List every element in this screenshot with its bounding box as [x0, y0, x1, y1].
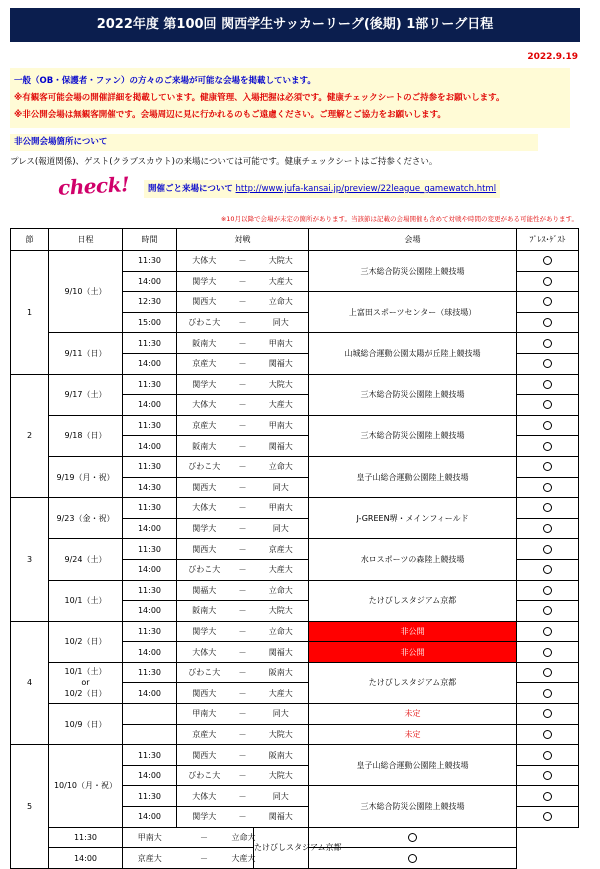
time-cell: 11:30 [123, 251, 177, 272]
venue-cell: J-GREEN堺・メインフィールド [309, 498, 517, 539]
time-cell: 14:00 [123, 353, 177, 374]
away-team: 同大 [254, 786, 309, 807]
time-cell: 11:30 [123, 333, 177, 354]
home-team: 京産大 [177, 353, 232, 374]
home-team: 関学大 [177, 807, 232, 828]
date-cell [49, 580, 123, 621]
home-team: びわこ大 [177, 662, 232, 683]
allowed-circle-icon [543, 648, 552, 657]
away-team: 同大 [254, 312, 309, 333]
table-row [11, 827, 579, 848]
away-team: 同大 [254, 477, 309, 498]
allowed-circle-icon [543, 668, 552, 677]
home-team: 京産大 [177, 724, 232, 745]
home-team: 大体大 [177, 498, 232, 519]
home-team: 関西大 [177, 539, 232, 560]
vs-mark: － [232, 251, 254, 272]
press-guest-cell [517, 333, 579, 354]
away-team: 関福大 [254, 353, 309, 374]
date-cell [49, 621, 123, 662]
check-logo: check! [57, 172, 130, 200]
home-team: 大体大 [177, 642, 232, 663]
vs-mark: － [232, 786, 254, 807]
allowed-circle-icon [543, 689, 552, 698]
time-cell [123, 704, 177, 725]
press-guest-cell [517, 601, 579, 622]
home-team: 関学大 [177, 374, 232, 395]
home-team: 甲南大 [177, 704, 232, 725]
gamewatch-link[interactable]: http://www.jufa-kansai.jp/preview/22league_gamewatch.html [235, 184, 497, 194]
venue-cell: 非公開 [309, 621, 517, 642]
date-cell [49, 415, 123, 456]
vs-mark: － [232, 415, 254, 436]
date-cell [49, 333, 123, 374]
allowed-circle-icon [408, 854, 417, 863]
away-team: 大産大 [254, 559, 309, 580]
time-cell: 11:30 [123, 621, 177, 642]
press-guest-cell [517, 662, 579, 683]
date-cell [49, 251, 123, 333]
date-cell [49, 662, 123, 703]
press-guest-cell [517, 518, 579, 539]
allowed-circle-icon [543, 277, 552, 286]
vs-mark: － [232, 724, 254, 745]
home-team: 関西大 [177, 292, 232, 313]
away-team: 京産大 [254, 539, 309, 560]
allowed-circle-icon [543, 524, 552, 533]
away-team: 甲南大 [254, 415, 309, 436]
home-team: 阪南大 [177, 333, 232, 354]
time-cell: 14:30 [123, 477, 177, 498]
time-cell: 11:30 [123, 745, 177, 766]
home-team: びわこ大 [177, 765, 232, 786]
press-guest-cell [517, 642, 579, 663]
time-cell: 12:30 [123, 292, 177, 313]
away-team: 関福大 [254, 807, 309, 828]
date-text: 9/11（日） [64, 348, 107, 358]
allowed-circle-icon [543, 627, 552, 636]
time-cell: 14:00 [123, 271, 177, 292]
away-team: 大産大 [254, 395, 309, 416]
date-cell [49, 498, 123, 539]
home-team: 関西大 [177, 745, 232, 766]
header-match: 対戦 [177, 229, 309, 251]
vs-mark: － [232, 580, 254, 601]
press-guest-cell [517, 683, 579, 704]
date-cell [49, 539, 123, 580]
allowed-circle-icon [543, 545, 552, 554]
vs-mark: － [232, 518, 254, 539]
table-row [11, 539, 579, 560]
away-team: 大産大 [232, 848, 254, 869]
press-guest-cell [517, 498, 579, 519]
notice-box [10, 68, 570, 128]
link-label: 開催ごと来場について [148, 184, 233, 194]
press-guest-cell [517, 312, 579, 333]
table-row [11, 704, 579, 725]
away-team: 立命大 [232, 827, 254, 848]
vs-mark: － [232, 745, 254, 766]
vs-mark: － [232, 312, 254, 333]
allowed-circle-icon [543, 771, 552, 780]
away-team: 大院大 [254, 765, 309, 786]
allowed-circle-icon [543, 751, 552, 760]
table-header-row [11, 229, 579, 251]
home-team: 関福大 [177, 580, 232, 601]
private-venue-heading: 非公開会場箇所について [10, 134, 538, 151]
table-row [11, 745, 579, 766]
section-cell: 4 [11, 621, 49, 745]
allowed-circle-icon [543, 812, 552, 821]
home-team: びわこ大 [177, 312, 232, 333]
away-team: 大院大 [254, 601, 309, 622]
away-team: 立命大 [254, 292, 309, 313]
allowed-circle-icon [543, 606, 552, 615]
time-cell: 14:00 [123, 395, 177, 416]
allowed-circle-icon [543, 503, 552, 512]
allowed-circle-icon [408, 833, 417, 842]
away-team: 同大 [254, 518, 309, 539]
allowed-circle-icon [543, 730, 552, 739]
updated-date: 2022.9.19 [527, 52, 578, 62]
away-team: 阪南大 [254, 662, 309, 683]
home-team: 大体大 [177, 395, 232, 416]
vs-mark: － [232, 559, 254, 580]
allowed-circle-icon [543, 380, 552, 389]
home-team: 阪南大 [177, 436, 232, 457]
press-guest-cell [517, 580, 579, 601]
allowed-circle-icon [543, 297, 552, 306]
date-cell [49, 374, 123, 415]
home-team: 京産大 [123, 848, 177, 869]
press-guest-cell [517, 539, 579, 560]
allowed-circle-icon [543, 318, 552, 327]
date-text: 9/10（土） [64, 287, 107, 297]
venue-cell: 三木総合防災公園陸上競技場 [309, 251, 517, 292]
date-text: 10/2（日） [64, 689, 107, 699]
date-cell [49, 745, 123, 827]
section-cell: 2 [11, 374, 49, 498]
time-cell: 14:00 [123, 518, 177, 539]
press-note: プレス(報道関係)、ゲスト(クラブスカウト)の来場については可能です。健康チェックシートはご持参ください。 [10, 157, 438, 167]
allowed-circle-icon [543, 586, 552, 595]
press-guest-cell [517, 374, 579, 395]
vs-mark: － [232, 333, 254, 354]
away-team: 甲南大 [254, 498, 309, 519]
vs-mark: － [177, 827, 232, 848]
vs-mark: － [232, 395, 254, 416]
time-cell: 14:00 [123, 559, 177, 580]
time-cell: 11:30 [49, 827, 123, 848]
allowed-circle-icon [543, 256, 552, 265]
venue-cell: 上富田スポーツセンター（球技場） [309, 292, 517, 333]
home-team: 関西大 [177, 683, 232, 704]
section-cell: 5 [11, 745, 49, 869]
away-team: 甲南大 [254, 333, 309, 354]
venue-cell: 未定 [309, 724, 517, 745]
time-cell: 14:00 [123, 683, 177, 704]
venue-cell: たけびしスタジアム京都 [309, 662, 517, 703]
press-guest-cell [517, 559, 579, 580]
schedule-table [10, 228, 579, 869]
away-team: 立命大 [254, 580, 309, 601]
schedule-caution-note: ※10月以降で会場が未定の箇所があります。当該節は記載の会場開催も含めて対戦や時間の変更がある可能性があります。 [220, 215, 578, 223]
date-text: or [81, 678, 90, 688]
vs-mark: － [232, 621, 254, 642]
away-team: 立命大 [254, 456, 309, 477]
allowed-circle-icon [543, 709, 552, 718]
time-cell: 11:30 [123, 539, 177, 560]
home-team: 関学大 [177, 271, 232, 292]
notice-line-2: ※有観客可能会場の開催詳細を掲載しています。健康管理、入場把握は必須です。健康チェックシートのご持参をお願いします。 [14, 93, 505, 103]
date-text: 9/18（日） [64, 431, 107, 441]
home-team: 京産大 [177, 415, 232, 436]
date-text: 9/19（月・祝） [56, 472, 115, 482]
vs-mark: － [232, 292, 254, 313]
allowed-circle-icon [543, 483, 552, 492]
home-team: 大体大 [177, 251, 232, 272]
time-cell [123, 724, 177, 745]
away-team: 大院大 [254, 724, 309, 745]
date-text: 10/1（土） [64, 596, 107, 606]
date-cell [49, 456, 123, 497]
vs-mark: － [232, 539, 254, 560]
vs-mark: － [232, 601, 254, 622]
vs-mark: － [232, 683, 254, 704]
press-guest-cell [517, 292, 579, 313]
vs-mark: － [232, 271, 254, 292]
table-row [11, 415, 579, 436]
vs-mark: － [232, 662, 254, 683]
vs-mark: － [232, 642, 254, 663]
date-text: 10/9（日） [64, 719, 107, 729]
header-venue: 会場 [309, 229, 517, 251]
venue-cell: 水ロスポーツの森陸上競技場 [309, 539, 517, 580]
date-text: 9/23（金・祝） [56, 513, 115, 523]
header-section: 節 [11, 229, 49, 251]
vs-mark: － [232, 498, 254, 519]
time-cell: 11:30 [123, 415, 177, 436]
header-press: ﾌﾟﾚｽ･ｹﾞｽﾄ [517, 229, 579, 251]
away-team: 大院大 [254, 251, 309, 272]
time-cell: 11:30 [123, 580, 177, 601]
allowed-circle-icon [543, 339, 552, 348]
date-text: 10/2（日） [64, 637, 107, 647]
home-team: びわこ大 [177, 559, 232, 580]
away-team: 関福大 [254, 642, 309, 663]
press-guest-cell [517, 271, 579, 292]
date-text: 9/24（土） [64, 554, 107, 564]
venue-cell: 未定 [309, 704, 517, 725]
table-row [11, 662, 579, 683]
venue-cell: 三木総合防災公園陸上競技場 [309, 374, 517, 415]
time-cell: 14:00 [123, 601, 177, 622]
table-row [11, 580, 579, 601]
allowed-circle-icon [543, 792, 552, 801]
table-row [11, 333, 579, 354]
time-cell: 15:00 [123, 312, 177, 333]
notice-line-1: 一般（OB・保護者・ファン）の方々のご来場が可能な会場を掲載しています。 [14, 76, 316, 86]
venue-cell: 三木総合防災公園陸上競技場 [309, 786, 517, 827]
vs-mark: － [232, 477, 254, 498]
time-cell: 11:30 [123, 662, 177, 683]
home-team: 関学大 [177, 621, 232, 642]
time-cell: 11:30 [123, 786, 177, 807]
press-guest-cell [517, 456, 579, 477]
home-team: 阪南大 [177, 601, 232, 622]
time-cell: 11:30 [123, 456, 177, 477]
table-row [11, 251, 579, 272]
away-team: 阪南大 [254, 745, 309, 766]
venue-cell: 皇子山総合運動公園陸上競技場 [309, 745, 517, 786]
press-guest-cell [517, 251, 579, 272]
press-guest-cell [517, 621, 579, 642]
notice-line-3: ※非公開会場は無観客開催です。会場周辺に見に行かれるのもご遠慮ください。ご理解とご協力をお願いします。 [14, 110, 446, 120]
section-cell: 1 [11, 251, 49, 375]
table-row [11, 374, 579, 395]
press-guest-cell [517, 786, 579, 807]
press-guest-cell [517, 807, 579, 828]
vs-mark: － [232, 807, 254, 828]
vs-mark: － [232, 436, 254, 457]
header-time: 時間 [123, 229, 177, 251]
time-cell: 14:00 [123, 807, 177, 828]
time-cell: 14:00 [123, 642, 177, 663]
vs-mark: － [232, 765, 254, 786]
vs-mark: － [232, 353, 254, 374]
table-row [11, 456, 579, 477]
press-guest-cell [517, 477, 579, 498]
venue-cell: 三木総合防災公園陸上競技場 [309, 415, 517, 456]
home-team: 関西大 [177, 477, 232, 498]
table-row [11, 621, 579, 642]
away-team: 大院大 [254, 374, 309, 395]
press-guest-cell [517, 724, 579, 745]
table-row [11, 498, 579, 519]
date-text: 10/10（月・祝） [53, 781, 118, 791]
away-team: 立命大 [254, 621, 309, 642]
home-team: 関学大 [177, 518, 232, 539]
vs-mark: － [177, 848, 232, 869]
allowed-circle-icon [543, 400, 552, 409]
away-team: 大産大 [254, 271, 309, 292]
venue-cell: 皇子山総合運動公園陸上競技場 [309, 456, 517, 497]
date-cell [49, 704, 123, 745]
venue-cell: たけびしスタジアム京都 [254, 827, 309, 868]
away-team: 大産大 [254, 683, 309, 704]
header-date: 日程 [49, 229, 123, 251]
link-box [144, 180, 500, 198]
press-guest-cell [517, 765, 579, 786]
press-guest-cell [517, 353, 579, 374]
press-guest-cell [517, 745, 579, 766]
time-cell: 11:30 [123, 374, 177, 395]
page-title: 2022年度 第100回 関西学生サッカーリーグ(後期) 1部リーグ日程 [10, 8, 580, 42]
venue-cell: 非公開 [309, 642, 517, 663]
press-guest-cell [517, 415, 579, 436]
date-text: 9/17（土） [64, 390, 107, 400]
away-team: 関福大 [254, 436, 309, 457]
section-cell: 3 [11, 498, 49, 622]
time-cell: 11:30 [123, 498, 177, 519]
venue-cell: 山城総合運動公園太陽が丘陸上競技場 [309, 333, 517, 374]
away-team: 同大 [254, 704, 309, 725]
allowed-circle-icon [543, 421, 552, 430]
press-guest-cell [517, 704, 579, 725]
allowed-circle-icon [543, 462, 552, 471]
home-team: 大体大 [177, 786, 232, 807]
home-team: びわこ大 [177, 456, 232, 477]
date-text: 10/1（土） [64, 667, 107, 677]
home-team: 甲南大 [123, 827, 177, 848]
vs-mark: － [232, 456, 254, 477]
press-guest-cell [517, 395, 579, 416]
time-cell: 14:00 [123, 765, 177, 786]
allowed-circle-icon [543, 565, 552, 574]
press-guest-cell [517, 436, 579, 457]
venue-cell: たけびしスタジアム京都 [309, 580, 517, 621]
vs-mark: － [232, 374, 254, 395]
time-cell: 14:00 [123, 436, 177, 457]
allowed-circle-icon [543, 359, 552, 368]
allowed-circle-icon [543, 442, 552, 451]
time-cell: 14:00 [49, 848, 123, 869]
vs-mark: － [232, 704, 254, 725]
